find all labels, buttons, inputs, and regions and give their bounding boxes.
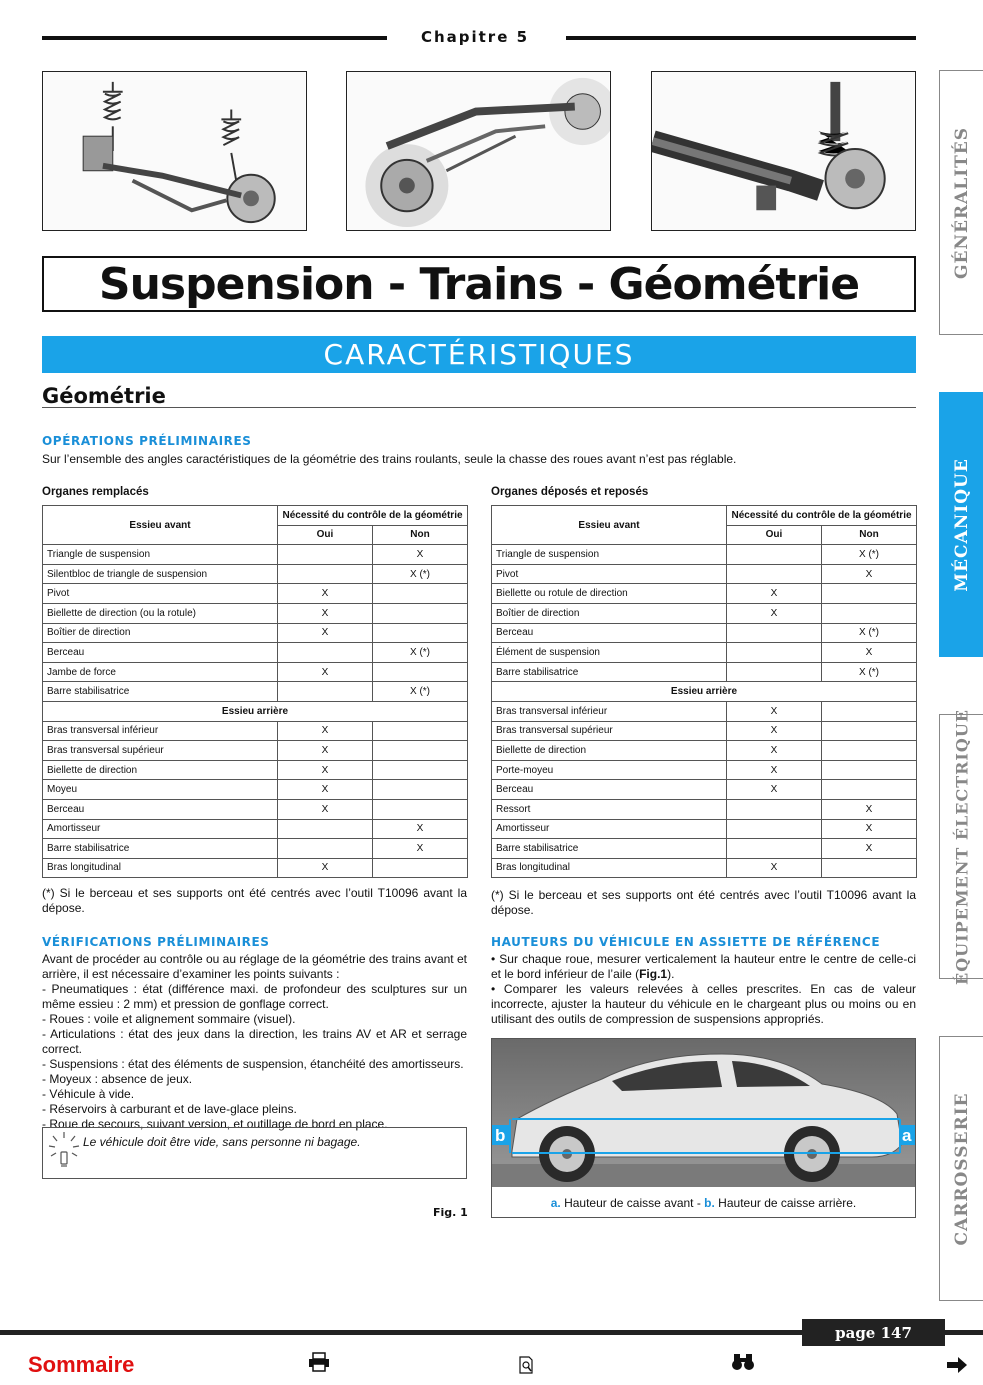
yes-cell: X bbox=[278, 721, 373, 741]
part-name-cell: Berceau bbox=[492, 780, 727, 800]
no-cell: X bbox=[373, 545, 468, 565]
no-cell bbox=[822, 760, 917, 780]
table-row bbox=[492, 721, 917, 741]
yes-cell bbox=[278, 682, 373, 702]
fig-ref: Fig.1 bbox=[639, 967, 668, 981]
yes-cell bbox=[727, 819, 822, 839]
rear-axle-header: Essieu arrière bbox=[492, 682, 917, 702]
no-cell bbox=[373, 603, 468, 623]
table-row bbox=[43, 662, 468, 682]
table-row bbox=[43, 603, 468, 623]
section-title: Géométrie bbox=[42, 384, 916, 408]
yes-cell bbox=[727, 839, 822, 859]
hauteurs-p1-post: ). bbox=[667, 967, 675, 981]
part-name-cell: Biellette de direction bbox=[492, 741, 727, 761]
yes-cell bbox=[278, 643, 373, 663]
yes-cell bbox=[727, 662, 822, 682]
operations-text: Sur l’ensemble des angles caractéristiques de la géométrie des trains roulants, seule la chasse des roues avant n’est pas réglable. bbox=[42, 452, 737, 466]
part-name-cell: Boîtier de direction bbox=[43, 623, 278, 643]
part-name-cell: Triangle de suspension bbox=[492, 545, 727, 565]
verifications-heading-text: VÉRIFICATIONS PRÉLIMINAIRES bbox=[42, 935, 270, 949]
yes-cell: X bbox=[278, 760, 373, 780]
part-name-cell: Bras transversal inférieur bbox=[43, 721, 278, 741]
part-name-cell: Pivot bbox=[492, 564, 727, 584]
table-row bbox=[43, 780, 468, 800]
part-name-cell: Barre stabilisatrice bbox=[43, 682, 278, 702]
no-cell: X bbox=[373, 819, 468, 839]
part-name-cell: Porte-moyeu bbox=[492, 760, 727, 780]
yes-cell: X bbox=[727, 858, 822, 878]
yes-cell: X bbox=[727, 780, 822, 800]
table-header-row bbox=[492, 506, 917, 526]
table-row bbox=[43, 545, 468, 565]
photo-rear-axle bbox=[651, 71, 916, 231]
no-cell bbox=[373, 741, 468, 761]
tab-mecanique-label: MÉCANIQUE bbox=[951, 457, 972, 592]
table-row bbox=[492, 584, 917, 604]
table-row bbox=[492, 858, 917, 878]
page-title: Suspension - Trains - Géométrie bbox=[98, 258, 860, 310]
table-row bbox=[43, 584, 468, 604]
part-name-cell: Boîtier de direction bbox=[492, 603, 727, 623]
yes-cell bbox=[727, 564, 822, 584]
table-row bbox=[492, 819, 917, 839]
tab-generalites-label: GÉNÉRALITÉS bbox=[951, 126, 972, 279]
part-name-cell: Ressort bbox=[492, 799, 727, 819]
no-cell: X bbox=[373, 839, 468, 859]
no-cell: X bbox=[822, 564, 917, 584]
no-cell bbox=[373, 662, 468, 682]
tab-carrosserie[interactable] bbox=[939, 1036, 983, 1301]
tip-text: Le véhicule doit être vide, sans personne ni bagage. bbox=[83, 1135, 361, 1149]
section-band: CARACTÉRISTIQUES bbox=[42, 336, 916, 373]
caption-a-text: Hauteur de caisse avant - bbox=[560, 1196, 705, 1210]
table-row bbox=[43, 819, 468, 839]
verif-line: - Roue de secours, suivant version, et outillage de bord en place. bbox=[42, 1117, 388, 1131]
header-rule-left bbox=[42, 36, 387, 40]
chapter-title: Chapitre 5 bbox=[420, 28, 530, 46]
caption-b: b. bbox=[704, 1196, 715, 1210]
part-name-cell: Triangle de suspension bbox=[43, 545, 278, 565]
tab-generalites[interactable] bbox=[939, 70, 983, 335]
part-name-cell: Bras longitudinal bbox=[492, 858, 727, 878]
table-row bbox=[43, 858, 468, 878]
table-row bbox=[492, 741, 917, 761]
yes-cell: X bbox=[278, 603, 373, 623]
part-name-cell: Barre stabilisatrice bbox=[492, 839, 727, 859]
part-name-cell: Amortisseur bbox=[43, 819, 278, 839]
rear-axle-header: Essieu arrière bbox=[43, 701, 468, 721]
part-name-cell: Bras transversal inférieur bbox=[492, 701, 727, 721]
no-cell bbox=[373, 799, 468, 819]
table-row bbox=[492, 564, 917, 584]
yes-cell bbox=[727, 623, 822, 643]
rear-axle-header-row bbox=[43, 701, 468, 721]
no-cell: X bbox=[822, 819, 917, 839]
verifications-heading bbox=[42, 935, 270, 949]
hauteurs-p2: • Comparer les valeurs relevées à celles prescrites. En cas de valeur incorrecte, ajuster la hauteur du véhicule en le chargeant plus ou moins ou en utilisant des outils de compression de suspensions appropriés. bbox=[491, 982, 916, 1026]
table-row bbox=[492, 760, 917, 780]
tab-equipement-electrique[interactable] bbox=[939, 708, 983, 985]
need-header: Nécessité du contrôle de la géométrie bbox=[278, 506, 468, 526]
axle-header: Essieu avant bbox=[492, 506, 727, 545]
print-icon[interactable] bbox=[308, 1352, 330, 1372]
verif-line: - Pneumatiques : état (différence maxi. de profondeur des sculptures sur un même essieu : 2 mm) et pression de gonflage correct. bbox=[42, 982, 467, 1011]
part-name-cell: Berceau bbox=[43, 643, 278, 663]
part-name-cell: Biellette de direction bbox=[43, 760, 278, 780]
table-row bbox=[492, 545, 917, 565]
table-row bbox=[492, 623, 917, 643]
part-name-cell: Biellette de direction (ou la rotule) bbox=[43, 603, 278, 623]
part-name-cell: Berceau bbox=[43, 799, 278, 819]
yes-cell: X bbox=[727, 760, 822, 780]
no-cell bbox=[373, 721, 468, 741]
no-cell bbox=[822, 858, 917, 878]
yes-header: Oui bbox=[727, 525, 822, 545]
table-row bbox=[43, 839, 468, 859]
left-geometry-table bbox=[42, 505, 468, 878]
no-cell: X (*) bbox=[822, 662, 917, 682]
part-name-cell: Bras transversal supérieur bbox=[43, 741, 278, 761]
no-cell bbox=[822, 584, 917, 604]
yes-cell: X bbox=[278, 584, 373, 604]
table-row bbox=[492, 603, 917, 623]
marker-b: b bbox=[495, 1126, 506, 1145]
figure-label: Fig. 1 bbox=[433, 1206, 468, 1219]
operations-heading-text: OPÉRATIONS PRÉLIMINAIRES bbox=[42, 434, 252, 448]
no-cell bbox=[822, 721, 917, 741]
verif-line: - Véhicule à vide. bbox=[42, 1087, 135, 1101]
yes-cell: X bbox=[278, 858, 373, 878]
hauteurs-heading bbox=[491, 935, 880, 949]
verif-line: - Moyeux : absence de jeux. bbox=[42, 1072, 193, 1086]
yes-cell bbox=[278, 839, 373, 859]
table-row bbox=[43, 682, 468, 702]
title-box bbox=[42, 256, 916, 312]
operations-heading bbox=[42, 434, 252, 448]
part-name-cell: Bras transversal supérieur bbox=[492, 721, 727, 741]
right-table-label: Organes déposés et reposés bbox=[491, 486, 649, 498]
part-name-cell: Élément de suspension bbox=[492, 643, 727, 663]
verif-line: - Réservoirs à carburant et de lave-glace pleins. bbox=[42, 1102, 297, 1116]
part-name-cell: Amortisseur bbox=[492, 819, 727, 839]
part-name-cell: Barre stabilisatrice bbox=[43, 839, 278, 859]
photo-front-subframe bbox=[346, 71, 611, 231]
table-row bbox=[492, 701, 917, 721]
yes-header: Oui bbox=[278, 525, 373, 545]
verifications-list bbox=[42, 952, 467, 1132]
yes-cell: X bbox=[727, 741, 822, 761]
part-name-cell: Silentbloc de triangle de suspension bbox=[43, 564, 278, 584]
yes-cell: X bbox=[278, 799, 373, 819]
no-cell: X (*) bbox=[373, 564, 468, 584]
sommaire-link[interactable]: Sommaire bbox=[28, 1352, 135, 1377]
table-row bbox=[43, 623, 468, 643]
table-row bbox=[43, 760, 468, 780]
table-row bbox=[492, 662, 917, 682]
yes-cell bbox=[727, 799, 822, 819]
need-header: Nécessité du contrôle de la géométrie bbox=[727, 506, 917, 526]
page-zoom-icon[interactable] bbox=[519, 1356, 535, 1374]
yes-cell bbox=[727, 545, 822, 565]
part-name-cell: Moyeu bbox=[43, 780, 278, 800]
hauteurs-text bbox=[491, 952, 916, 1027]
axle-header: Essieu avant bbox=[43, 506, 278, 545]
no-cell: X bbox=[822, 799, 917, 819]
yes-cell bbox=[278, 545, 373, 565]
part-name-cell: Biellette ou rotule de direction bbox=[492, 584, 727, 604]
caption-b-text: Hauteur de caisse arrière. bbox=[714, 1196, 857, 1210]
yes-cell bbox=[278, 819, 373, 839]
no-cell bbox=[822, 701, 917, 721]
yes-cell bbox=[727, 643, 822, 663]
left-table-label: Organes remplacés bbox=[42, 486, 149, 498]
table-row bbox=[492, 799, 917, 819]
table-row bbox=[43, 741, 468, 761]
car-side-view-image bbox=[492, 1039, 915, 1187]
no-cell: X (*) bbox=[373, 682, 468, 702]
hauteurs-p1 bbox=[491, 952, 916, 982]
no-cell bbox=[373, 584, 468, 604]
part-name-cell: Barre stabilisatrice bbox=[492, 662, 727, 682]
yes-cell: X bbox=[278, 623, 373, 643]
no-cell bbox=[373, 760, 468, 780]
left-table-note: (*) Si le berceau et ses supports ont été centrés avec l’outil T10096 avant la dépose. bbox=[42, 886, 467, 915]
figure-caption bbox=[492, 1196, 915, 1210]
no-cell bbox=[373, 858, 468, 878]
yes-cell: X bbox=[727, 603, 822, 623]
no-cell: X bbox=[822, 643, 917, 663]
yes-cell: X bbox=[727, 721, 822, 741]
part-name-cell: Bras longitudinal bbox=[43, 858, 278, 878]
verif-line: - Roues : voile et alignement sommaire (visuel). bbox=[42, 1012, 296, 1026]
no-header: Non bbox=[373, 525, 468, 545]
no-cell: X (*) bbox=[822, 623, 917, 643]
lightbulb-icon bbox=[47, 1130, 81, 1174]
table-row bbox=[43, 643, 468, 663]
figure-1 bbox=[491, 1038, 916, 1218]
no-cell bbox=[822, 780, 917, 800]
binoculars-icon[interactable] bbox=[731, 1352, 755, 1372]
yes-cell: X bbox=[727, 584, 822, 604]
header-rule-right bbox=[566, 36, 916, 40]
photo-front-axle bbox=[42, 71, 307, 231]
verif-line: Avant de procéder au contrôle ou au réglage de la géométrie des trains avant et arrière, il est nécessaire d’examiner les points suivants : bbox=[42, 952, 467, 981]
tab-equipement-label: ÉQUIPEMENT ÉLECTRIQUE bbox=[952, 708, 971, 985]
tip-box bbox=[42, 1127, 467, 1179]
part-name-cell: Berceau bbox=[492, 623, 727, 643]
yes-cell: X bbox=[278, 662, 373, 682]
yes-cell: X bbox=[278, 741, 373, 761]
yes-cell: X bbox=[278, 780, 373, 800]
tab-mecanique[interactable] bbox=[939, 392, 983, 657]
yes-cell bbox=[278, 564, 373, 584]
no-header: Non bbox=[822, 525, 917, 545]
right-geometry-table bbox=[491, 505, 917, 878]
marker-a: a bbox=[902, 1126, 912, 1145]
no-cell: X (*) bbox=[822, 545, 917, 565]
next-arrow-icon[interactable] bbox=[946, 1356, 968, 1374]
right-table-note: (*) Si le berceau et ses supports ont été centrés avec l’outil T10096 avant la dépose. bbox=[491, 888, 916, 917]
no-cell: X bbox=[822, 839, 917, 859]
table-row bbox=[43, 564, 468, 584]
no-cell bbox=[822, 741, 917, 761]
table-row bbox=[43, 721, 468, 741]
page-number: page 147 bbox=[802, 1319, 945, 1346]
table-row bbox=[492, 839, 917, 859]
verif-line: - Articulations : état des jeux dans la direction, les trains AV et AR et serrage correct. bbox=[42, 1027, 467, 1056]
tab-carrosserie-label: CARROSSERIE bbox=[951, 1092, 972, 1245]
hauteurs-p1-pre: • Sur chaque roue, mesurer verticalement la hauteur entre le centre de celle-ci et le bord inférieur de l’aile ( bbox=[491, 952, 916, 981]
no-cell bbox=[373, 623, 468, 643]
rear-axle-header-row bbox=[492, 682, 917, 702]
table-header-row bbox=[43, 506, 468, 526]
yes-cell: X bbox=[727, 701, 822, 721]
no-cell bbox=[822, 603, 917, 623]
table-row bbox=[43, 799, 468, 819]
verif-line: - Suspensions : état des éléments de suspension, étanchéité des amortisseurs. bbox=[42, 1057, 464, 1071]
part-name-cell: Jambe de force bbox=[43, 662, 278, 682]
hauteurs-heading-text: HAUTEURS DU VÉHICULE EN ASSIETTE DE RÉFÉRENCE bbox=[491, 935, 881, 949]
no-cell bbox=[373, 780, 468, 800]
table-row bbox=[492, 780, 917, 800]
caption-a: a. bbox=[550, 1196, 561, 1210]
table-row bbox=[492, 643, 917, 663]
no-cell: X (*) bbox=[373, 643, 468, 663]
part-name-cell: Pivot bbox=[43, 584, 278, 604]
